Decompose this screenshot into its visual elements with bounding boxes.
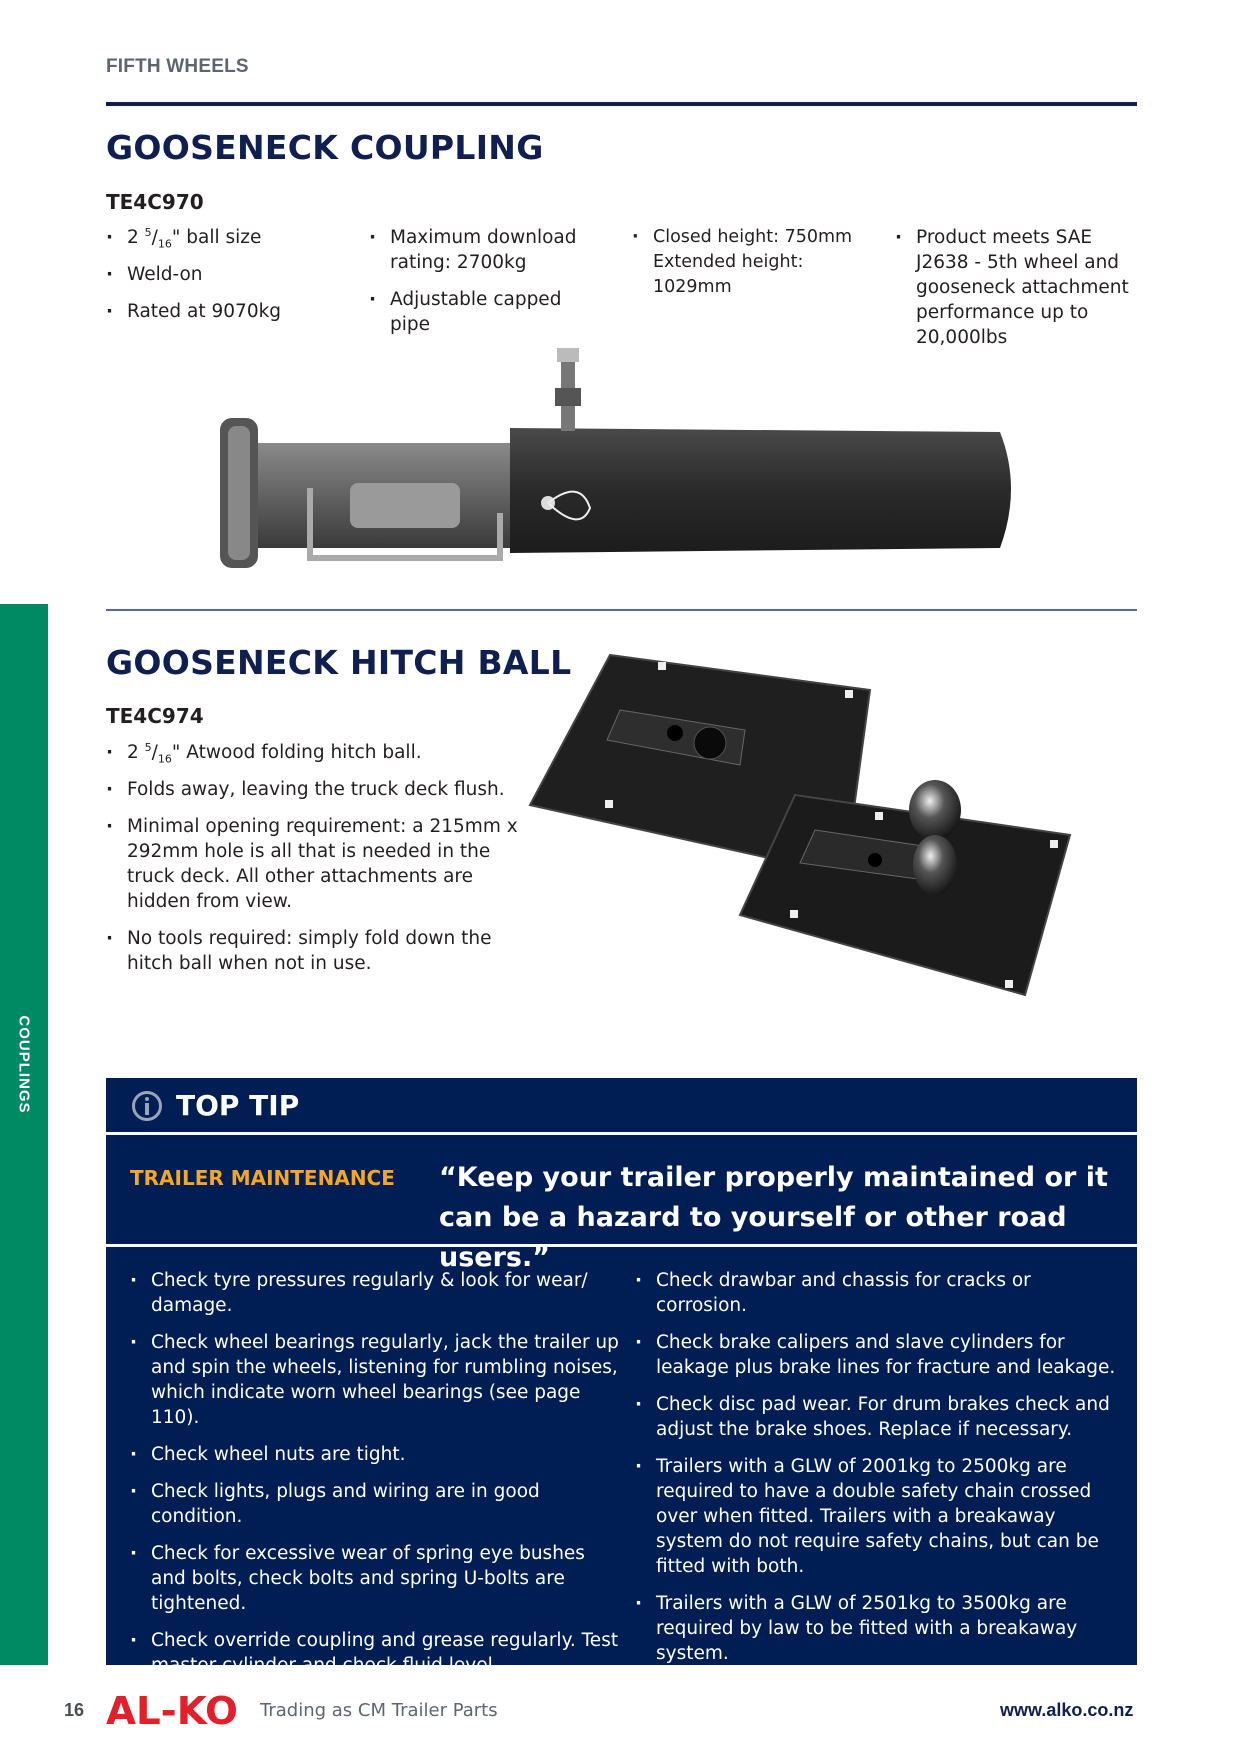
footer-website-link[interactable]: www.alko.co.nz <box>1000 1700 1134 1720</box>
top-tip-box <box>106 1078 1137 1676</box>
section-tab-label: COUPLINGS <box>15 1015 33 1114</box>
product-title-hitch-ball: GOOSENECK HITCH BALL <box>106 643 572 682</box>
gooseneck-hitch-ball-image <box>525 650 1125 1000</box>
top-tip-subheader <box>106 1135 1137 1273</box>
product-title-coupling: GOOSENECK COUPLING <box>106 128 544 167</box>
feature-folds-away: · Folds away, leaving the truck deck flush. <box>106 777 526 802</box>
spec-mounting: · Weld-on <box>106 262 346 287</box>
top-tip-right-column <box>635 1268 1125 1678</box>
page-number: 16 <box>64 1700 85 1720</box>
header-divider <box>106 102 1137 106</box>
tip-item: · Check disc pad wear. For drum brakes check and adjust the brake shoes. Replace if necessary. <box>635 1392 1125 1442</box>
tip-item: · Check tyre pressures regularly & look for wear/ damage. <box>130 1268 620 1318</box>
section-label: FIFTH WHEELS <box>106 56 249 77</box>
footer-trading-name: Trading as CM Trailer Parts <box>260 1700 498 1721</box>
tip-item: · Check override coupling and grease regularly. Test master cylinder and check fluid level. <box>130 1628 620 1678</box>
spec-ball-size: · 2 $^5/_{16}$" ball size <box>106 225 346 250</box>
spec-rating: · Rated at 9070kg <box>106 299 346 324</box>
alko-logo <box>106 1691 238 1729</box>
feature-ball-size: · 2 $^5/_{16}$" Atwood folding hitch ball. <box>106 740 526 765</box>
section-divider <box>106 609 1137 611</box>
tip-item: · Trailers with a GLW of 2501kg to 3500kg are required by law to be fitted with a breakaway system. <box>635 1591 1125 1666</box>
alko-logo-text: AL-KO <box>106 1691 238 1729</box>
coupling-specs-col-4 <box>895 225 1135 362</box>
coupling-specs-col-2 <box>369 225 579 349</box>
top-tip-header <box>106 1078 1137 1135</box>
spec-download-rating: · Maximum download rating: 2700kg <box>369 225 579 275</box>
tip-item: · Check brake calipers and slave cylinders for leakage plus brake lines for fracture and leakage. <box>635 1330 1125 1380</box>
top-tip-category: TRAILER MAINTENANCE <box>130 1166 395 1190</box>
tip-item: · Check drawbar and chassis for cracks or corrosion. <box>635 1268 1125 1318</box>
tip-item: · Check wheel bearings regularly, jack the trailer up and spin the wheels, listening for rumbling noises, which indicate worn wheel bearings (see page 110). <box>130 1330 620 1430</box>
info-icon <box>132 1091 162 1121</box>
spec-sae-standard: · Product meets SAE J2638 - 5th wheel and gooseneck attachment performance up to 20,000lbs <box>895 225 1135 350</box>
tip-item: · Check for excessive wear of spring eye bushes and bolts, check bolts and spring U-bolts are tightened. <box>130 1541 620 1616</box>
feature-no-tools: · No tools required: simply fold down the hitch ball when not in use. <box>106 926 526 976</box>
spec-heights: · Closed height: 750mm Extended height: 1029mm <box>632 225 882 300</box>
product-code-coupling: TE4C970 <box>106 190 204 214</box>
tip-item: · Check wheel nuts are tight. <box>130 1442 620 1467</box>
spec-capped-pipe: · Adjustable capped pipe <box>369 287 579 337</box>
product-code-hitch-ball: TE4C974 <box>106 704 204 728</box>
coupling-specs-col-3 <box>632 225 882 312</box>
top-tip-quote: “Keep your trailer properly maintained or it can be a hazard to yourself or other road users.” <box>439 1162 1108 1273</box>
feature-opening: · Minimal opening requirement: a 215mm x 292mm hole is all that is needed in the truck deck. All other attachments are hidden from view. <box>106 814 526 914</box>
section-tab-couplings <box>0 604 48 1665</box>
gooseneck-coupling-image <box>210 348 1040 578</box>
tip-item: · Trailers with a GLW of 2001kg to 2500kg are required to have a double safety chain crossed over when fitted. Trailers with a breakaway system do not require safety chains, but can be fitted with both. <box>635 1454 1125 1579</box>
tip-item: · Check lights, plugs and wiring are in good condition. <box>130 1479 620 1529</box>
top-tip-left-column <box>130 1268 620 1690</box>
hitch-ball-features <box>106 740 526 988</box>
top-tip-title: TOP TIP <box>176 1089 300 1122</box>
coupling-specs-col-1 <box>106 225 346 336</box>
